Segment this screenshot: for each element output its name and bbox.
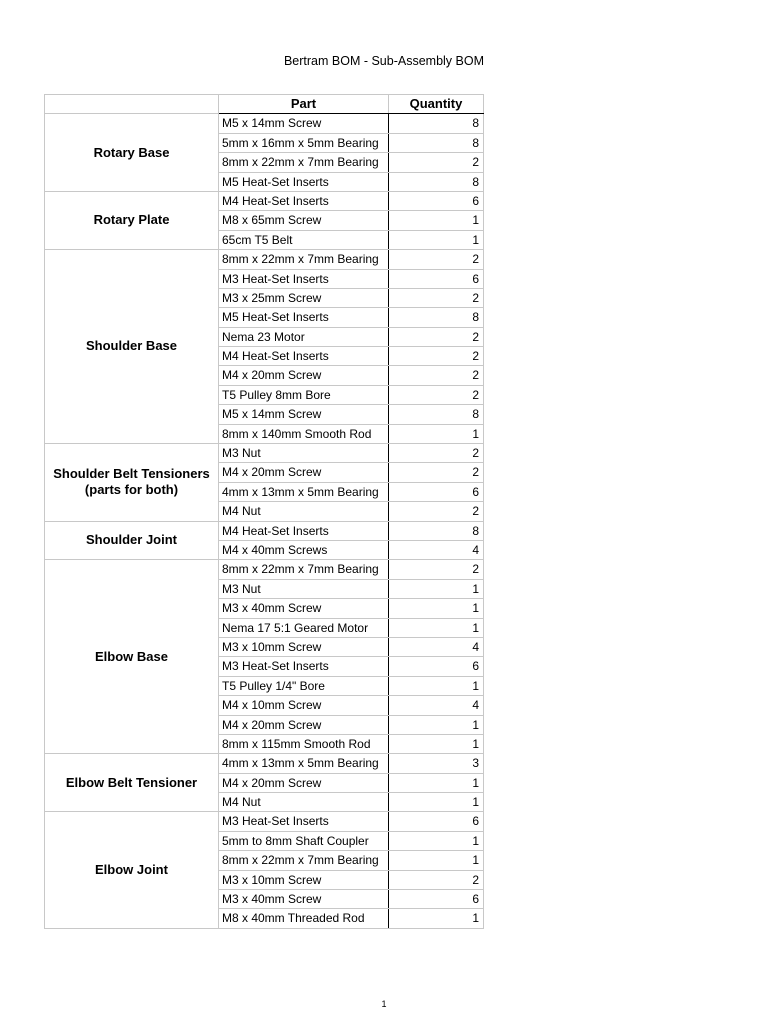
assembly-name: Shoulder Base (45, 250, 219, 444)
part-quantity: 2 (389, 444, 484, 463)
part-name: M5 Heat-Set Inserts (219, 308, 389, 327)
part-name: M5 Heat-Set Inserts (219, 172, 389, 191)
part-name: 8mm x 22mm x 7mm Bearing (219, 250, 389, 269)
part-quantity: 6 (389, 191, 484, 210)
part-quantity: 6 (389, 890, 484, 909)
part-name: 8mm x 140mm Smooth Rod (219, 424, 389, 443)
part-quantity: 2 (389, 153, 484, 172)
header-assembly (45, 95, 219, 114)
assembly-name: Elbow Base (45, 560, 219, 754)
part-quantity: 6 (389, 482, 484, 501)
table-row (45, 444, 484, 463)
table-row (45, 560, 484, 579)
part-quantity: 2 (389, 502, 484, 521)
part-name: M4 Nut (219, 793, 389, 812)
part-name: 8mm x 22mm x 7mm Bearing (219, 560, 389, 579)
table-header-row (45, 95, 484, 114)
assembly-name: Shoulder Joint (45, 521, 219, 560)
part-name: M3 x 10mm Screw (219, 637, 389, 656)
part-name: Nema 17 5:1 Geared Motor (219, 618, 389, 637)
table-row (45, 114, 484, 133)
assembly-name: Shoulder Belt Tensioners (parts for both) (45, 444, 219, 522)
table-row (45, 812, 484, 831)
part-quantity: 2 (389, 870, 484, 889)
part-name: M4 Heat-Set Inserts (219, 521, 389, 540)
part-name: M4 x 20mm Screw (219, 773, 389, 792)
part-name: 5mm to 8mm Shaft Coupler (219, 831, 389, 850)
part-name: M3 Nut (219, 444, 389, 463)
part-quantity: 1 (389, 715, 484, 734)
part-quantity: 8 (389, 172, 484, 191)
part-quantity: 1 (389, 211, 484, 230)
header-quantity: Quantity (389, 95, 484, 114)
part-name: 8mm x 115mm Smooth Rod (219, 734, 389, 753)
part-quantity: 2 (389, 366, 484, 385)
part-name: 65cm T5 Belt (219, 230, 389, 249)
part-name: M3 Heat-Set Inserts (219, 657, 389, 676)
assembly-name: Rotary Base (45, 114, 219, 192)
assembly-name: Elbow Belt Tensioner (45, 754, 219, 812)
part-quantity: 2 (389, 385, 484, 404)
part-quantity: 4 (389, 540, 484, 559)
part-quantity: 6 (389, 657, 484, 676)
part-name: M3 Heat-Set Inserts (219, 269, 389, 288)
part-name: Nema 23 Motor (219, 327, 389, 346)
part-name: M8 x 65mm Screw (219, 211, 389, 230)
table-row (45, 754, 484, 773)
part-quantity: 1 (389, 831, 484, 850)
part-name: M4 Nut (219, 502, 389, 521)
part-quantity: 8 (389, 133, 484, 152)
bom-table (44, 94, 484, 929)
part-name: M3 x 40mm Screw (219, 890, 389, 909)
part-quantity: 8 (389, 308, 484, 327)
part-name: 8mm x 22mm x 7mm Bearing (219, 851, 389, 870)
part-quantity: 2 (389, 288, 484, 307)
part-quantity: 2 (389, 327, 484, 346)
part-name: T5 Pulley 1/4" Bore (219, 676, 389, 695)
part-name: M3 x 10mm Screw (219, 870, 389, 889)
part-quantity: 6 (389, 812, 484, 831)
part-name: 5mm x 16mm x 5mm Bearing (219, 133, 389, 152)
part-name: M4 x 20mm Screw (219, 366, 389, 385)
part-quantity: 1 (389, 909, 484, 928)
part-name: 4mm x 13mm x 5mm Bearing (219, 482, 389, 501)
part-quantity: 2 (389, 347, 484, 366)
part-quantity: 2 (389, 250, 484, 269)
part-name: M4 x 40mm Screws (219, 540, 389, 559)
part-name: M4 x 10mm Screw (219, 696, 389, 715)
table-row (45, 521, 484, 540)
part-quantity: 1 (389, 230, 484, 249)
part-quantity: 4 (389, 637, 484, 656)
part-name: M4 x 20mm Screw (219, 463, 389, 482)
assembly-name: Rotary Plate (45, 191, 219, 249)
page-number: 1 (381, 999, 387, 1009)
part-quantity: 1 (389, 793, 484, 812)
part-quantity: 1 (389, 424, 484, 443)
part-name: M3 x 25mm Screw (219, 288, 389, 307)
part-quantity: 1 (389, 851, 484, 870)
part-name: M4 Heat-Set Inserts (219, 191, 389, 210)
part-name: M3 Nut (219, 579, 389, 598)
header-part: Part (219, 95, 389, 114)
part-quantity: 1 (389, 618, 484, 637)
part-quantity: 2 (389, 560, 484, 579)
part-quantity: 8 (389, 405, 484, 424)
part-quantity: 2 (389, 463, 484, 482)
part-quantity: 8 (389, 114, 484, 133)
part-name: M5 x 14mm Screw (219, 114, 389, 133)
part-name: M3 x 40mm Screw (219, 599, 389, 618)
part-quantity: 1 (389, 676, 484, 695)
part-quantity: 1 (389, 599, 484, 618)
part-name: T5 Pulley 8mm Bore (219, 385, 389, 404)
table-row (45, 250, 484, 269)
part-name: 4mm x 13mm x 5mm Bearing (219, 754, 389, 773)
part-quantity: 3 (389, 754, 484, 773)
assembly-name: Elbow Joint (45, 812, 219, 928)
part-name: M8 x 40mm Threaded Rod (219, 909, 389, 928)
part-name: 8mm x 22mm x 7mm Bearing (219, 153, 389, 172)
part-quantity: 8 (389, 521, 484, 540)
page-title: Bertram BOM - Sub-Assembly BOM (283, 54, 485, 68)
part-quantity: 1 (389, 734, 484, 753)
part-quantity: 4 (389, 696, 484, 715)
table-row (45, 191, 484, 210)
part-name: M4 x 20mm Screw (219, 715, 389, 734)
part-name: M5 x 14mm Screw (219, 405, 389, 424)
bom-body (45, 114, 484, 928)
part-quantity: 1 (389, 773, 484, 792)
part-quantity: 6 (389, 269, 484, 288)
part-name: M3 Heat-Set Inserts (219, 812, 389, 831)
part-quantity: 1 (389, 579, 484, 598)
part-name: M4 Heat-Set Inserts (219, 347, 389, 366)
